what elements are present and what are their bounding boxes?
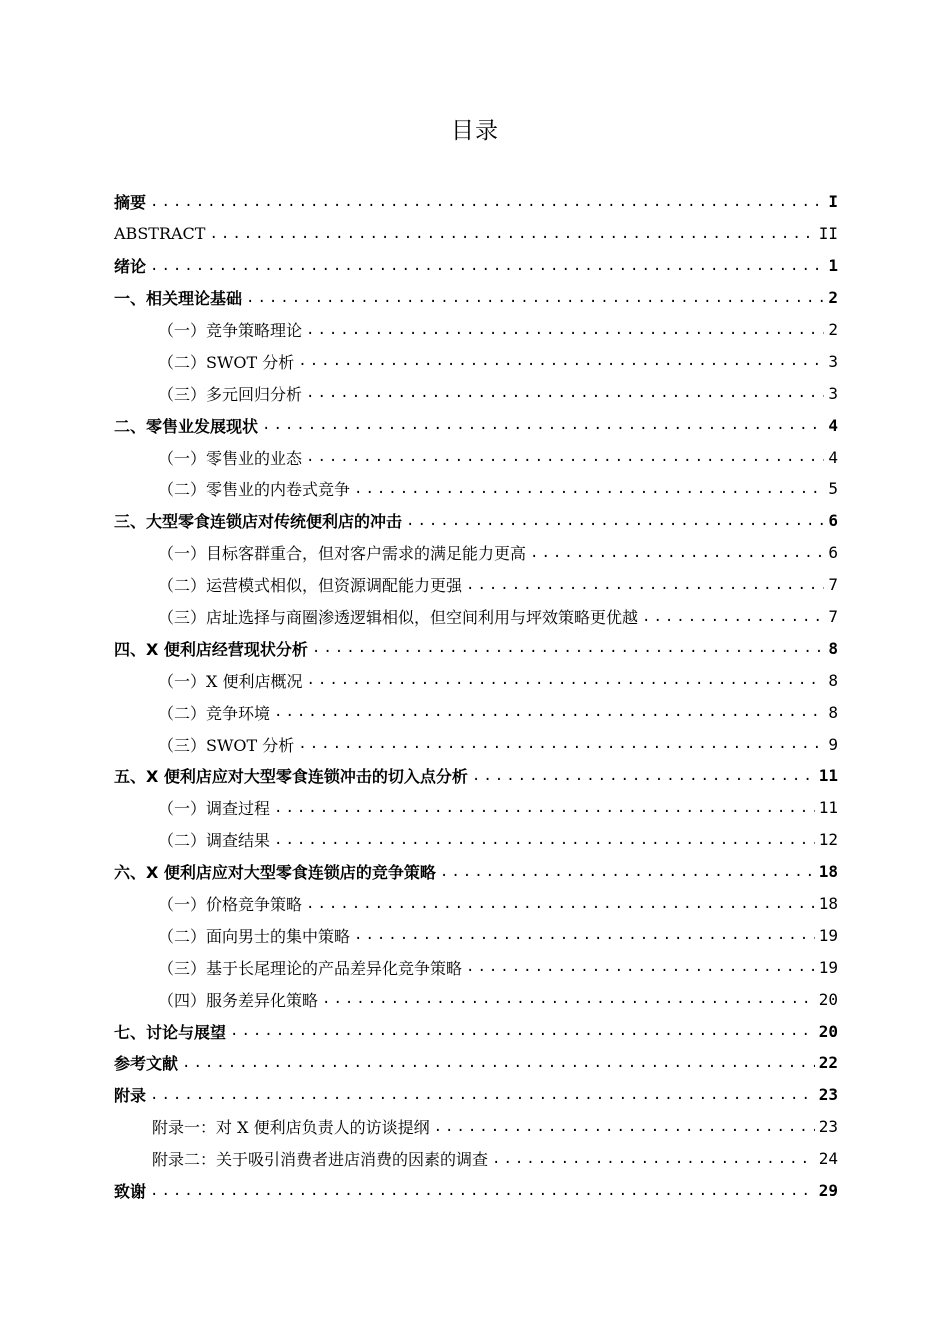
toc-entry-section[interactable]: [114, 728, 838, 760]
toc-leader-dots: [354, 927, 815, 943]
toc-entry-section[interactable]: [114, 537, 838, 569]
toc-leader-dots: [642, 609, 824, 625]
toc-entry-title: 五、X 便利店应对大型零食连锁冲击的切入点分析: [114, 767, 468, 787]
toc-entry-chapter-6[interactable]: [114, 856, 838, 888]
toc-leader-dots: [354, 481, 824, 497]
toc-entry-page: 1: [828, 256, 838, 276]
toc-entry-page: 8: [828, 638, 838, 658]
toc-entry-section[interactable]: [114, 601, 838, 633]
toc-entry-page: 19: [818, 957, 838, 977]
toc-leader-dots: [306, 385, 824, 401]
toc-leader-dots: [530, 545, 824, 561]
toc-entry-section[interactable]: [114, 664, 838, 696]
toc-leader-dots: [406, 513, 824, 529]
toc-entry-page: 22: [818, 1053, 838, 1073]
toc-entry-references[interactable]: [114, 1047, 838, 1079]
toc-leader-dots: [306, 322, 824, 338]
toc-entry-page: 11: [818, 766, 838, 786]
toc-entry-page: II: [818, 224, 838, 244]
toc-entry-title: 摘要: [114, 193, 147, 213]
toc-leader-dots: [150, 1087, 815, 1103]
toc-leader-dots: [306, 449, 824, 465]
toc-entry-section[interactable]: [114, 951, 838, 983]
toc-entry-section[interactable]: [114, 473, 838, 505]
toc-entry-abstract-en[interactable]: [114, 218, 838, 250]
toc-entry-title: 参考文献: [114, 1054, 179, 1074]
toc-leader-dots: [298, 736, 824, 752]
toc-entry-title: （三）店址选择与商圈渗透逻辑相似，但空间利用与坪效策略更优越: [158, 608, 639, 628]
toc-entry-chapter-2[interactable]: [114, 409, 838, 441]
toc-entry-page: 9: [828, 734, 838, 754]
toc-entry-section[interactable]: [114, 792, 838, 824]
toc-entry-title: 一、相关理论基础: [114, 289, 243, 309]
toc-entry-appendix-item[interactable]: [114, 1111, 838, 1143]
toc-entry-title: 六、X 便利店应对大型零食连锁店的竞争策略: [114, 863, 436, 883]
toc-entry-title: （二）调查结果: [158, 831, 271, 851]
toc-entry-page: I: [828, 192, 838, 212]
toc-entry-title: （一）价格竞争策略: [158, 895, 303, 915]
toc-entry-page: 2: [828, 288, 838, 308]
toc-entry-page: 12: [818, 830, 838, 850]
toc-leader-dots: [466, 577, 824, 593]
toc-entry-title: （二）面向男士的集中策略: [158, 926, 351, 946]
toc-entry-title: 二、零售业发展现状: [114, 416, 259, 436]
toc-leader-dots: [466, 959, 815, 975]
toc-entry-page: 4: [828, 447, 838, 467]
toc-entry-appendix-item[interactable]: [114, 1143, 838, 1175]
toc-leader-dots: [306, 896, 815, 912]
toc-entry-section[interactable]: [114, 377, 838, 409]
toc-leader-dots: [274, 832, 815, 848]
toc-leader-dots: [150, 194, 824, 210]
toc-entry-section[interactable]: [114, 696, 838, 728]
toc-entry-chapter-1[interactable]: [114, 282, 838, 314]
toc-entry-page: 29: [818, 1181, 838, 1201]
toc-entry-section[interactable]: [114, 345, 838, 377]
toc-entry-page: 3: [828, 383, 838, 403]
toc-entry-title: ABSTRACT: [114, 224, 206, 244]
toc-entry-page: 23: [818, 1085, 838, 1105]
toc-entry-title: （一）调查过程: [158, 799, 271, 819]
toc-leader-dots: [262, 417, 824, 433]
toc-entry-title: 绪论: [114, 257, 147, 277]
toc-entry-page: 6: [828, 511, 838, 531]
toc-entry-title: （二）零售业的内卷式竞争: [158, 480, 351, 500]
toc-entry-title: （三）SWOT 分析: [158, 735, 295, 755]
toc-entry-section[interactable]: [114, 824, 838, 856]
toc-leader-dots: [274, 800, 815, 816]
toc-entry-section[interactable]: [114, 441, 838, 473]
toc-entry-title: （一）竞争策略理论: [158, 321, 303, 340]
toc-entry-title: 三、大型零食连锁店对传统便利店的冲击: [114, 512, 403, 532]
toc-leader-dots: [209, 226, 814, 242]
toc-leader-dots: [472, 768, 815, 784]
toc-entry-chapter-5[interactable]: [114, 760, 838, 792]
toc-entry-page: 6: [828, 543, 838, 563]
toc-entry-acknowledgements[interactable]: [114, 1175, 838, 1207]
toc-entry-chapter-7[interactable]: [114, 1015, 838, 1047]
table-of-contents: [114, 186, 838, 1207]
toc-entry-title: 七、讨论与展望: [114, 1022, 227, 1042]
toc-entry-page: 3: [828, 351, 838, 371]
toc-leader-dots: [298, 353, 824, 369]
toc-entry-title: （一）零售业的业态: [158, 448, 303, 468]
toc-entry-page: 7: [828, 607, 838, 627]
toc-entry-title: 附录一：对 X 便利店负责人的访谈提纲: [152, 1118, 430, 1138]
toc-entry-page: 18: [818, 894, 838, 914]
toc-entry-appendix[interactable]: [114, 1079, 838, 1111]
toc-leader-dots: [246, 290, 824, 306]
toc-entry-title: 四、X 便利店经营现状分析: [114, 639, 308, 659]
toc-entry-section[interactable]: [114, 919, 838, 951]
toc-leader-dots: [182, 1055, 815, 1071]
toc-leader-dots: [440, 864, 815, 880]
toc-leader-dots: [306, 672, 824, 688]
toc-entry-title: （三）多元回归分析: [158, 384, 303, 404]
toc-entry-page: 19: [818, 925, 838, 945]
toc-entry-page: 23: [818, 1117, 838, 1137]
toc-leader-dots: [492, 1151, 815, 1167]
toc-entry-page: 8: [828, 702, 838, 722]
toc-entry-title: （二）竞争环境: [158, 703, 271, 723]
toc-entry-section[interactable]: [114, 888, 838, 920]
toc-entry-chapter-4[interactable]: [114, 632, 838, 664]
toc-leader-dots: [274, 704, 824, 720]
toc-entry-page: 20: [818, 1021, 838, 1041]
toc-entry-section[interactable]: [114, 983, 838, 1015]
toc-entry-page: 5: [828, 479, 838, 499]
toc-entry-section[interactable]: [114, 314, 838, 346]
toc-entry-title: 致谢: [114, 1182, 147, 1202]
toc-leader-dots: [230, 1023, 815, 1039]
toc-entry-page: 11: [818, 798, 838, 818]
toc-entry-page: 2: [828, 320, 838, 339]
toc-entry-section[interactable]: [114, 569, 838, 601]
toc-entry-chapter-3[interactable]: [114, 505, 838, 537]
toc-leader-dots: [150, 258, 824, 274]
toc-leader-dots: [150, 1183, 815, 1199]
toc-entry-page: 20: [818, 989, 838, 1009]
toc-entry-introduction[interactable]: [114, 250, 838, 282]
toc-entry-title: （三）基于长尾理论的产品差异化竞争策略: [158, 958, 463, 978]
toc-entry-title: （一）X 便利店概况: [158, 671, 303, 691]
toc-entry-page: 18: [818, 862, 838, 882]
toc-leader-dots: [322, 991, 815, 1007]
toc-entry-page: 24: [818, 1149, 838, 1169]
toc-entry-page: 4: [828, 415, 838, 435]
page-title: 目录: [451, 118, 499, 144]
toc-entry-title: （二）SWOT 分析: [158, 352, 295, 372]
toc-leader-dots: [434, 1119, 815, 1135]
toc-leader-dots: [312, 640, 824, 656]
toc-entry-title: 附录: [114, 1086, 147, 1106]
toc-entry-title: 附录二：关于吸引消费者进店消费的因素的调查: [152, 1150, 489, 1170]
toc-entry-abstract-cn[interactable]: [114, 186, 838, 218]
toc-entry-title: （四）服务差异化策略: [158, 990, 319, 1010]
toc-entry-page: 8: [828, 670, 838, 690]
toc-entry-title: （一）目标客群重合，但对客户需求的满足能力更高: [158, 544, 527, 564]
toc-entry-title: （二）运营模式相似，但资源调配能力更强: [158, 576, 463, 596]
toc-entry-page: 7: [828, 575, 838, 595]
